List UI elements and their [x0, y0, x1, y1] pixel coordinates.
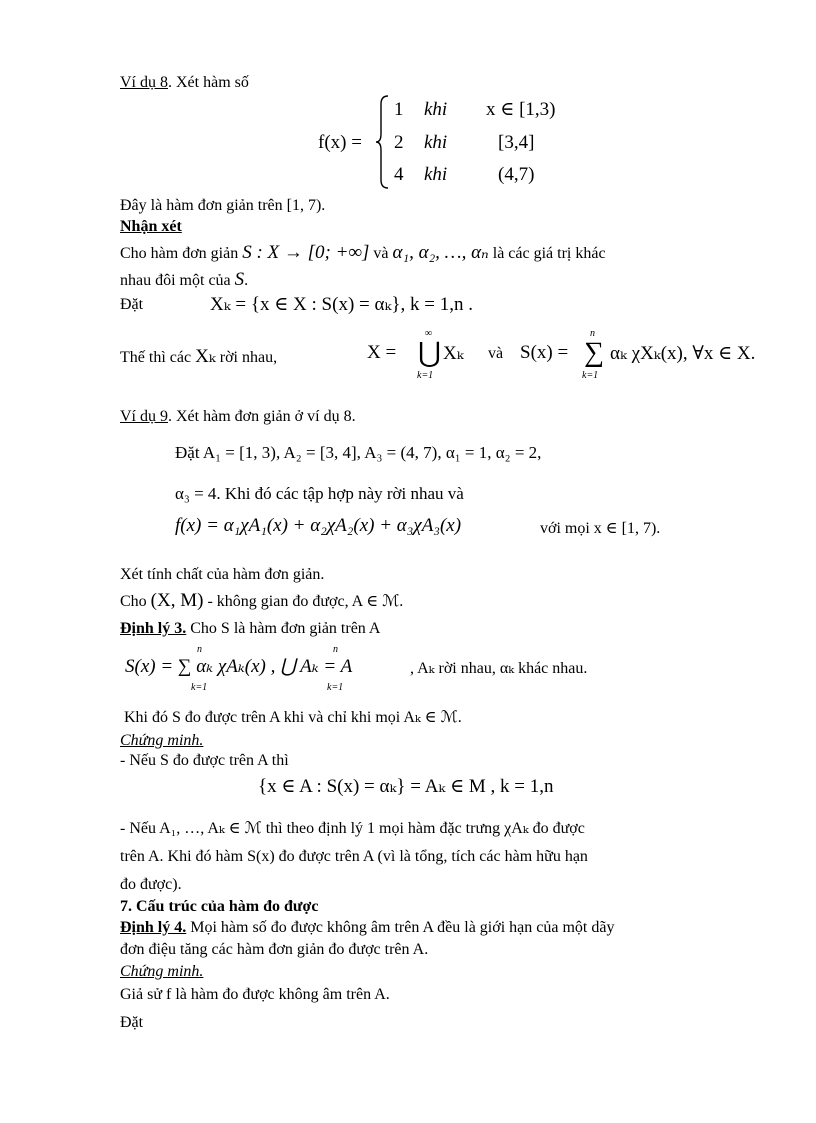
case-1-khi: khi: [424, 99, 448, 120]
remark-line-2: [120, 269, 248, 291]
example-9-formula: f(x) = α₁χA₁(x) + α₂χA₂(x) + α₃χA₃(x): [175, 515, 462, 536]
example-8-text: . Xét hàm số: [168, 74, 249, 91]
example-9-tail: với mọi x ∈ [1, 7).: [540, 520, 661, 537]
union-term: Xₖ: [443, 343, 464, 364]
example-9-line-2: α₃ = 4. Khi đó các tập hợp này rời nhau và: [175, 484, 464, 503]
union-upper-limit: ∞: [425, 328, 433, 339]
measure-space: (X, M): [150, 590, 204, 611]
theorem-3-proof-line-4: đo được).: [120, 876, 182, 893]
remark-line-1: [120, 241, 606, 264]
case-1: [394, 98, 555, 121]
theorem-4-line-1: [120, 919, 614, 937]
cho-description: - không gian đo được, A ∈ ℳ.: [207, 593, 404, 610]
theorem-3-proof-line-1: - Nếu S đo được trên A thì: [120, 752, 289, 769]
theorem-3-proof-label: Chứng minh.: [120, 732, 204, 749]
cho-text: Cho: [120, 593, 147, 610]
theorem-3-proof-line-3: trên A. Khi đó hàm S(x) đo được trên A (vì là tổng, tích các hàm hữu hạn: [120, 848, 588, 865]
theorem-3-sum-upper: n: [197, 644, 202, 655]
case-1-value: 1: [394, 99, 404, 120]
theorem-3-tail: , Aₖ rời nhau, αₖ khác nhau.: [410, 660, 588, 677]
example-9-line-1: Đặt A₁ = [1, 3), A₂ = [3, 4], A₃ = (4, 7), α₁ = 1, α₂ = 2,: [175, 443, 542, 462]
theorem-3-text: Cho S là hàm đơn giản trên A: [186, 620, 381, 637]
case-2-value: 2: [394, 132, 404, 153]
theorem-4-text: Mọi hàm số đo được không âm trên A đều là giới hạn của một dãy: [186, 919, 615, 936]
remark-line-3: [120, 345, 277, 368]
union-lhs: X =: [367, 342, 397, 363]
example-9-heading: [120, 408, 356, 426]
example-8-label: Ví dụ 8: [120, 74, 168, 91]
sum-lower-limit: k=1: [582, 370, 599, 381]
theorem-4-line-2: đơn điệu tăng các hàm đơn giản đo được trên A.: [120, 941, 429, 958]
example-9-label: Ví dụ 9: [120, 408, 168, 425]
sum-lhs: S(x) =: [520, 342, 569, 363]
and-text: và: [488, 345, 504, 362]
remark-text: .: [244, 272, 249, 289]
case-1-domain: x ∈ [1,3): [486, 99, 556, 120]
case-2-khi: khi: [424, 132, 448, 153]
case-3-domain: (4,7): [498, 164, 535, 185]
theorem-4-proof-line-2: Đặt: [120, 1014, 144, 1031]
remark-formula-s: S: [234, 269, 245, 290]
theorem-3-conclusion: Khi đó S đo được trên A khi và chỉ khi mọi Aₖ ∈ ℳ.: [124, 709, 462, 726]
case-3: [394, 164, 534, 186]
example-9-text: . Xét hàm đơn giản ở ví dụ 8.: [168, 408, 356, 425]
properties-intro: Xét tính chất của hàm đơn giản.: [120, 566, 325, 583]
xk-definition: Xₖ = {x ∈ X : S(x) = αₖ}, k = 1,n .: [210, 294, 473, 315]
remark-formula-s: S : X → [0; +∞]: [242, 242, 370, 263]
piecewise-brace: [374, 94, 392, 190]
example-8-conclusion: Đây là hàm đơn giản trên [1, 7).: [120, 197, 326, 214]
theorem-4-proof-label: Chứng minh.: [120, 963, 204, 980]
sum-term: αₖ χXₖ(x), ∀x ∈ X.: [610, 343, 756, 364]
remark-text: Cho hàm đơn giản: [120, 245, 239, 262]
remark-text: và: [373, 245, 389, 262]
case-2: [394, 132, 534, 154]
union-operator: ⋃: [418, 338, 441, 369]
remark-title: Nhận xét: [120, 218, 182, 235]
theorem-4-label: Định lý 4.: [120, 919, 187, 936]
case-3-value: 4: [394, 164, 404, 185]
proof-label-text: Chứng minh: [120, 963, 200, 980]
theorem-3-proof-line-2: - Nếu A₁, …, Aₖ ∈ ℳ thì theo định lý 1 mọi hàm đặc trưng χAₖ đo được: [120, 820, 585, 837]
theorem-3-union-lower: k=1: [327, 682, 344, 693]
proof-label-text: Chứng minh: [120, 732, 200, 749]
xk-symbol: Xₖ: [195, 346, 216, 367]
theorem-3-sum-lower: k=1: [191, 682, 208, 693]
theorem-3-formula: S(x) = ∑ αₖ χAₖ(x) , ⋃ Aₖ = A: [125, 656, 353, 677]
remark-alphas: α₁, α₂, …, αₙ: [392, 242, 489, 263]
theorem-3-label: Định lý 3.: [120, 620, 187, 637]
theorem-3-heading: [120, 620, 380, 638]
remark-dat: Đặt: [120, 296, 144, 313]
remark-text: Thế thì các: [120, 349, 192, 366]
theorem-4-proof-line-1: Giả sử f là hàm đo được không âm trên A.: [120, 986, 390, 1003]
example-8-heading: [120, 74, 249, 92]
properties-cho-line: [120, 590, 403, 612]
piecewise-lhs: f(x) =: [318, 132, 362, 153]
theorem-3-proof-formula: {x ∈ A : S(x) = αₖ} = Aₖ ∈ M , k = 1,n: [258, 776, 554, 797]
union-lower-limit: k=1: [417, 370, 434, 381]
section-7-title: 7. Cấu trúc của hàm đo được: [120, 898, 319, 915]
remark-text: rời nhau,: [219, 349, 278, 366]
theorem-3-union-upper: n: [333, 644, 338, 655]
remark-text: nhau đôi một của: [120, 272, 231, 289]
case-3-khi: khi: [424, 164, 448, 185]
remark-text: là các giá trị khác: [492, 245, 606, 262]
case-2-domain: [3,4]: [498, 132, 535, 153]
sum-operator: ∑: [584, 337, 604, 368]
sum-upper-limit: n: [590, 328, 595, 339]
